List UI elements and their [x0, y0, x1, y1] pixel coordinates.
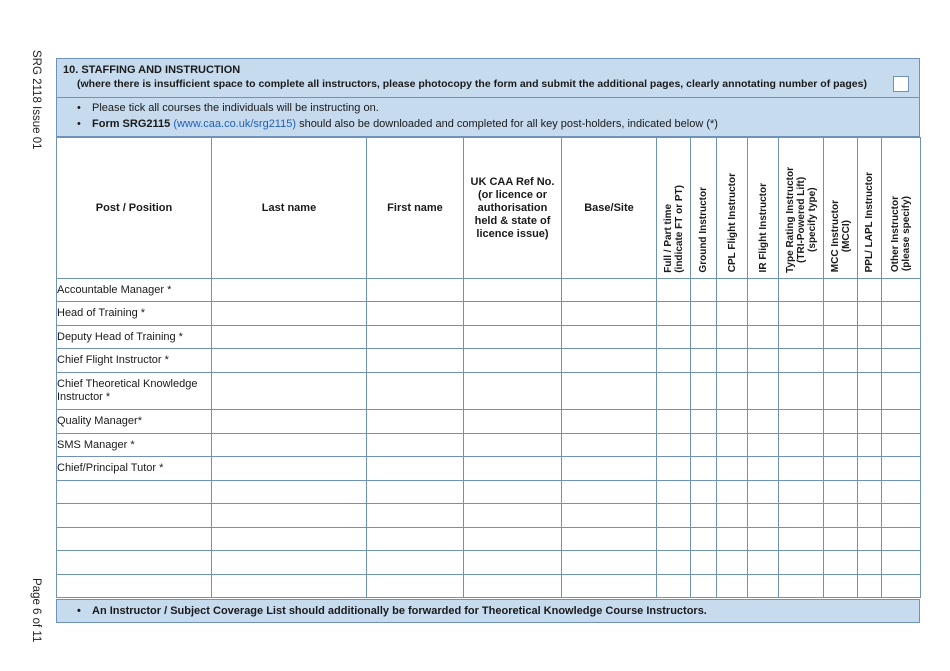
table-row: [57, 302, 921, 326]
header-line: authorisation: [477, 201, 548, 214]
full-part-time-cell[interactable]: [657, 410, 691, 434]
full-part-time-cell[interactable]: [657, 528, 691, 551]
ppl-lapl-instructor-cell[interactable]: [858, 575, 882, 598]
first-name-cell[interactable]: [367, 410, 464, 434]
first-name-cell[interactable]: [367, 504, 464, 528]
mcc-instructor-cell[interactable]: [824, 528, 858, 551]
ground-instructor-cell[interactable]: [691, 373, 717, 410]
last-name-cell[interactable]: [212, 551, 367, 575]
mcc-instructor-cell[interactable]: [824, 302, 858, 326]
ppl-lapl-instructor-cell[interactable]: [858, 481, 882, 504]
header-cpl-flight-instructor: [717, 138, 748, 279]
header-uk-caa-ref: [464, 138, 562, 279]
ir-flight-instructor-cell[interactable]: [748, 349, 779, 373]
ground-instructor-cell[interactable]: [691, 434, 717, 457]
cpl-flight-instructor-cell[interactable]: [717, 326, 748, 349]
caa-ref-cell[interactable]: [464, 434, 562, 457]
header-full-part-time: [657, 138, 691, 279]
base-site-cell[interactable]: [562, 457, 657, 481]
post-position-cell: [57, 481, 212, 504]
type-rating-instructor-cell[interactable]: [779, 528, 824, 551]
mcc-instructor-cell[interactable]: [824, 373, 858, 410]
other-instructor-cell[interactable]: [882, 528, 921, 551]
caa-ref-cell[interactable]: [464, 457, 562, 481]
first-name-cell[interactable]: [367, 551, 464, 575]
other-instructor-cell[interactable]: [882, 349, 921, 373]
last-name-cell[interactable]: [212, 326, 367, 349]
type-rating-instructor-cell[interactable]: [779, 349, 824, 373]
header-line: UK CAA Ref No.: [470, 175, 555, 188]
table-row: [57, 349, 921, 373]
base-site-cell[interactable]: [562, 326, 657, 349]
table-row: [57, 575, 921, 598]
header-line: (MCCI): [840, 220, 852, 253]
full-part-time-cell[interactable]: [657, 504, 691, 528]
cpl-flight-instructor-cell[interactable]: [717, 575, 748, 598]
bullet: •: [77, 118, 81, 130]
ground-instructor-cell[interactable]: [691, 410, 717, 434]
last-name-cell[interactable]: [212, 279, 367, 302]
header-line: CPL Flight Instructor: [726, 173, 738, 273]
type-rating-instructor-cell[interactable]: [779, 410, 824, 434]
first-name-cell[interactable]: [367, 481, 464, 504]
ppl-lapl-instructor-cell[interactable]: [858, 373, 882, 410]
last-name-cell[interactable]: [212, 373, 367, 410]
ir-flight-instructor-cell[interactable]: [748, 410, 779, 434]
type-rating-instructor-cell[interactable]: [779, 434, 824, 457]
full-part-time-cell[interactable]: [657, 434, 691, 457]
header-ppl-lapl-instructor: [858, 138, 882, 279]
header-line: (please specify): [901, 196, 912, 272]
ppl-lapl-instructor-cell[interactable]: [858, 504, 882, 528]
bullet: •: [77, 605, 81, 617]
ppl-lapl-instructor-cell[interactable]: [858, 302, 882, 326]
ppl-lapl-instructor-cell[interactable]: [858, 349, 882, 373]
table-row: [57, 528, 921, 551]
section-header: [56, 58, 920, 98]
base-site-cell[interactable]: [562, 551, 657, 575]
caa-ref-cell[interactable]: [464, 551, 562, 575]
ppl-lapl-instructor-cell[interactable]: [858, 457, 882, 481]
table-row: [57, 410, 921, 434]
cpl-flight-instructor-cell[interactable]: [717, 457, 748, 481]
cpl-flight-instructor-cell[interactable]: [717, 302, 748, 326]
caa-ref-cell[interactable]: [464, 326, 562, 349]
first-name-cell[interactable]: [367, 279, 464, 302]
mcc-instructor-cell[interactable]: [824, 349, 858, 373]
last-name-cell[interactable]: [212, 481, 367, 504]
cpl-flight-instructor-cell[interactable]: [717, 349, 748, 373]
header-last-name: Last name: [212, 138, 367, 279]
section-title: 10. STAFFING AND INSTRUCTION: [63, 64, 241, 76]
header-line: (indicate FT or PT): [673, 184, 685, 273]
first-name-cell[interactable]: [367, 434, 464, 457]
post-position-cell: [57, 551, 212, 575]
caa-ref-cell[interactable]: [464, 279, 562, 302]
caa-ref-cell[interactable]: [464, 528, 562, 551]
form-link[interactable]: (www.caa.co.uk/srg2115): [173, 118, 297, 130]
first-name-cell[interactable]: [367, 302, 464, 326]
header-row: [57, 138, 921, 279]
ground-instructor-cell[interactable]: [691, 279, 717, 302]
table-row: [57, 326, 921, 349]
ground-instructor-cell[interactable]: [691, 481, 717, 504]
ir-flight-instructor-cell[interactable]: [748, 302, 779, 326]
full-part-time-cell[interactable]: [657, 373, 691, 410]
header-line: held & state of: [474, 214, 551, 227]
ppl-lapl-instructor-cell[interactable]: [858, 326, 882, 349]
base-site-cell[interactable]: [562, 504, 657, 528]
ir-flight-instructor-cell[interactable]: [748, 326, 779, 349]
base-site-cell[interactable]: [562, 528, 657, 551]
type-rating-instructor-cell[interactable]: [779, 279, 824, 302]
base-site-cell[interactable]: [562, 279, 657, 302]
first-name-cell[interactable]: [367, 575, 464, 598]
other-instructor-cell[interactable]: [882, 410, 921, 434]
ir-flight-instructor-cell[interactable]: [748, 481, 779, 504]
full-part-time-cell[interactable]: [657, 302, 691, 326]
table-row: [57, 457, 921, 481]
last-name-cell[interactable]: [212, 575, 367, 598]
other-instructor-cell[interactable]: [882, 326, 921, 349]
header-line: (or licence or: [477, 188, 548, 201]
mcc-instructor-cell[interactable]: [824, 481, 858, 504]
full-part-time-cell[interactable]: [657, 279, 691, 302]
caa-ref-cell[interactable]: [464, 302, 562, 326]
full-part-time-cell[interactable]: [657, 575, 691, 598]
ground-instructor-cell[interactable]: [691, 575, 717, 598]
mcc-instructor-cell[interactable]: [824, 551, 858, 575]
header-line: Full / Part time: [662, 203, 674, 273]
base-site-cell[interactable]: [562, 410, 657, 434]
caa-ref-cell[interactable]: [464, 481, 562, 504]
mcc-instructor-cell[interactable]: [824, 279, 858, 302]
header-line: Other Instructor: [890, 196, 901, 273]
header-line: (TRI-Powered Lift): [795, 176, 807, 263]
caa-ref-cell[interactable]: [464, 373, 562, 410]
number-of-pages-checkbox[interactable]: [893, 76, 909, 92]
full-part-time-cell[interactable]: [657, 326, 691, 349]
mcc-instructor-cell[interactable]: [824, 434, 858, 457]
post-position-cell: [57, 575, 212, 598]
cpl-flight-instructor-cell[interactable]: [717, 551, 748, 575]
mcc-instructor-cell[interactable]: [824, 457, 858, 481]
full-part-time-cell[interactable]: [657, 349, 691, 373]
ground-instructor-cell[interactable]: [691, 326, 717, 349]
ground-instructor-cell[interactable]: [691, 528, 717, 551]
cpl-flight-instructor-cell[interactable]: [717, 528, 748, 551]
mcc-instructor-cell[interactable]: [824, 504, 858, 528]
post-position-cell: Head of Training *: [57, 302, 212, 326]
caa-ref-cell[interactable]: [464, 575, 562, 598]
header-line: Type Rating Instructor: [784, 166, 796, 273]
ir-flight-instructor-cell[interactable]: [748, 504, 779, 528]
instructions-notes: [56, 98, 920, 137]
cpl-flight-instructor-cell[interactable]: [717, 279, 748, 302]
first-name-cell[interactable]: [367, 373, 464, 410]
ir-flight-instructor-cell[interactable]: [748, 373, 779, 410]
form-name: Form SRG2115: [92, 118, 171, 130]
ground-instructor-cell[interactable]: [691, 504, 717, 528]
last-name-cell[interactable]: [212, 434, 367, 457]
ir-flight-instructor-cell[interactable]: [748, 279, 779, 302]
post-position-cell: Chief Flight Instructor *: [57, 349, 212, 373]
header-type-rating-instructor: [779, 138, 824, 279]
last-name-cell[interactable]: [212, 504, 367, 528]
other-instructor-cell[interactable]: [882, 302, 921, 326]
header-ir-flight-instructor: [748, 138, 779, 279]
post-position-cell: Deputy Head of Training *: [57, 326, 212, 349]
type-rating-instructor-cell[interactable]: [779, 457, 824, 481]
last-name-cell[interactable]: [212, 302, 367, 326]
table-row: [57, 481, 921, 504]
note-text: [92, 118, 718, 130]
table-row: [57, 373, 921, 410]
post-position-cell: Quality Manager*: [57, 410, 212, 434]
type-rating-instructor-cell[interactable]: [779, 302, 824, 326]
cpl-flight-instructor-cell[interactable]: [717, 434, 748, 457]
last-name-cell[interactable]: [212, 349, 367, 373]
full-part-time-cell[interactable]: [657, 457, 691, 481]
table-row: [57, 434, 921, 457]
note-text: Please tick all courses the individuals will be instructing on.: [92, 102, 379, 114]
base-site-cell[interactable]: [562, 481, 657, 504]
header-line: MCC Instructor: [829, 200, 841, 273]
footer-text: An Instructor / Subject Coverage List should additionally be forwarded for Theoretical Knowledge Course Instructors.: [92, 605, 707, 617]
ir-flight-instructor-cell[interactable]: [748, 457, 779, 481]
ir-flight-instructor-cell[interactable]: [748, 575, 779, 598]
header-line: Ground Instructor: [698, 186, 709, 273]
type-rating-instructor-cell[interactable]: [779, 551, 824, 575]
staffing-table: [56, 137, 921, 598]
other-instructor-cell[interactable]: [882, 457, 921, 481]
table-row: [57, 551, 921, 575]
other-instructor-cell[interactable]: [882, 575, 921, 598]
post-position-cell: Accountable Manager *: [57, 279, 212, 302]
post-position-cell: [57, 528, 212, 551]
header-base-site: Base/Site: [562, 138, 657, 279]
post-position-cell: [57, 504, 212, 528]
section-subtitle: (where there is insufficient space to complete all instructors, please photocopy the form and submit the additional pages, clearly annotating number of pages): [77, 78, 867, 90]
mcc-instructor-cell[interactable]: [824, 410, 858, 434]
table-row: [57, 504, 921, 528]
other-instructor-cell[interactable]: [882, 373, 921, 410]
page-number: Page 6 of 11: [30, 578, 42, 643]
mcc-instructor-cell[interactable]: [824, 575, 858, 598]
header-line: PPL/ LAPL Instructor: [864, 172, 875, 273]
cpl-flight-instructor-cell[interactable]: [717, 481, 748, 504]
other-instructor-cell[interactable]: [882, 434, 921, 457]
header-ground-instructor: [691, 138, 717, 279]
header-line: IR Flight Instructor: [757, 183, 769, 273]
other-instructor-cell[interactable]: [882, 504, 921, 528]
type-rating-instructor-cell[interactable]: [779, 326, 824, 349]
base-site-cell[interactable]: [562, 575, 657, 598]
caa-ref-cell[interactable]: [464, 410, 562, 434]
other-instructor-cell[interactable]: [882, 551, 921, 575]
caa-ref-cell[interactable]: [464, 504, 562, 528]
base-site-cell[interactable]: [562, 349, 657, 373]
note-text-rest: should also be downloaded and completed for all key post-holders, indicated below (*): [296, 118, 718, 130]
full-part-time-cell[interactable]: [657, 551, 691, 575]
other-instructor-cell[interactable]: [882, 279, 921, 302]
full-part-time-cell[interactable]: [657, 481, 691, 504]
ir-flight-instructor-cell[interactable]: [748, 528, 779, 551]
other-instructor-cell[interactable]: [882, 481, 921, 504]
base-site-cell[interactable]: [562, 434, 657, 457]
caa-ref-cell[interactable]: [464, 349, 562, 373]
table-row: [57, 279, 921, 302]
ground-instructor-cell[interactable]: [691, 551, 717, 575]
ppl-lapl-instructor-cell[interactable]: [858, 434, 882, 457]
type-rating-instructor-cell[interactable]: [779, 373, 824, 410]
cpl-flight-instructor-cell[interactable]: [717, 410, 748, 434]
type-rating-instructor-cell[interactable]: [779, 481, 824, 504]
bullet: •: [77, 102, 81, 114]
ground-instructor-cell[interactable]: [691, 457, 717, 481]
header-mcc-instructor: [824, 138, 858, 279]
last-name-cell[interactable]: [212, 410, 367, 434]
post-position-cell: Chief/Principal Tutor *: [57, 457, 212, 481]
ir-flight-instructor-cell[interactable]: [748, 434, 779, 457]
header-other-instructor: [882, 138, 921, 279]
header-line: (specify type): [806, 187, 818, 252]
ppl-lapl-instructor-cell[interactable]: [858, 410, 882, 434]
header-line: licence issue): [476, 227, 549, 240]
type-rating-instructor-cell[interactable]: [779, 504, 824, 528]
first-name-cell[interactable]: [367, 349, 464, 373]
type-rating-instructor-cell[interactable]: [779, 575, 824, 598]
ground-instructor-cell[interactable]: [691, 349, 717, 373]
cpl-flight-instructor-cell[interactable]: [717, 373, 748, 410]
ppl-lapl-instructor-cell[interactable]: [858, 528, 882, 551]
mcc-instructor-cell[interactable]: [824, 326, 858, 349]
header-post-position: Post / Position: [57, 138, 212, 279]
first-name-cell[interactable]: [367, 528, 464, 551]
post-position-cell: Chief Theoretical Knowledge Instructor *: [57, 373, 212, 410]
first-name-cell[interactable]: [367, 326, 464, 349]
document-reference: SRG 2118 Issue 01: [30, 50, 42, 150]
post-position-cell: SMS Manager *: [57, 434, 212, 457]
header-first-name: First name: [367, 138, 464, 279]
ppl-lapl-instructor-cell[interactable]: [858, 279, 882, 302]
first-name-cell[interactable]: [367, 457, 464, 481]
footer-note: [56, 599, 920, 623]
ground-instructor-cell[interactable]: [691, 302, 717, 326]
base-site-cell[interactable]: [562, 373, 657, 410]
base-site-cell[interactable]: [562, 302, 657, 326]
last-name-cell[interactable]: [212, 528, 367, 551]
cpl-flight-instructor-cell[interactable]: [717, 504, 748, 528]
ir-flight-instructor-cell[interactable]: [748, 551, 779, 575]
last-name-cell[interactable]: [212, 457, 367, 481]
ppl-lapl-instructor-cell[interactable]: [858, 551, 882, 575]
